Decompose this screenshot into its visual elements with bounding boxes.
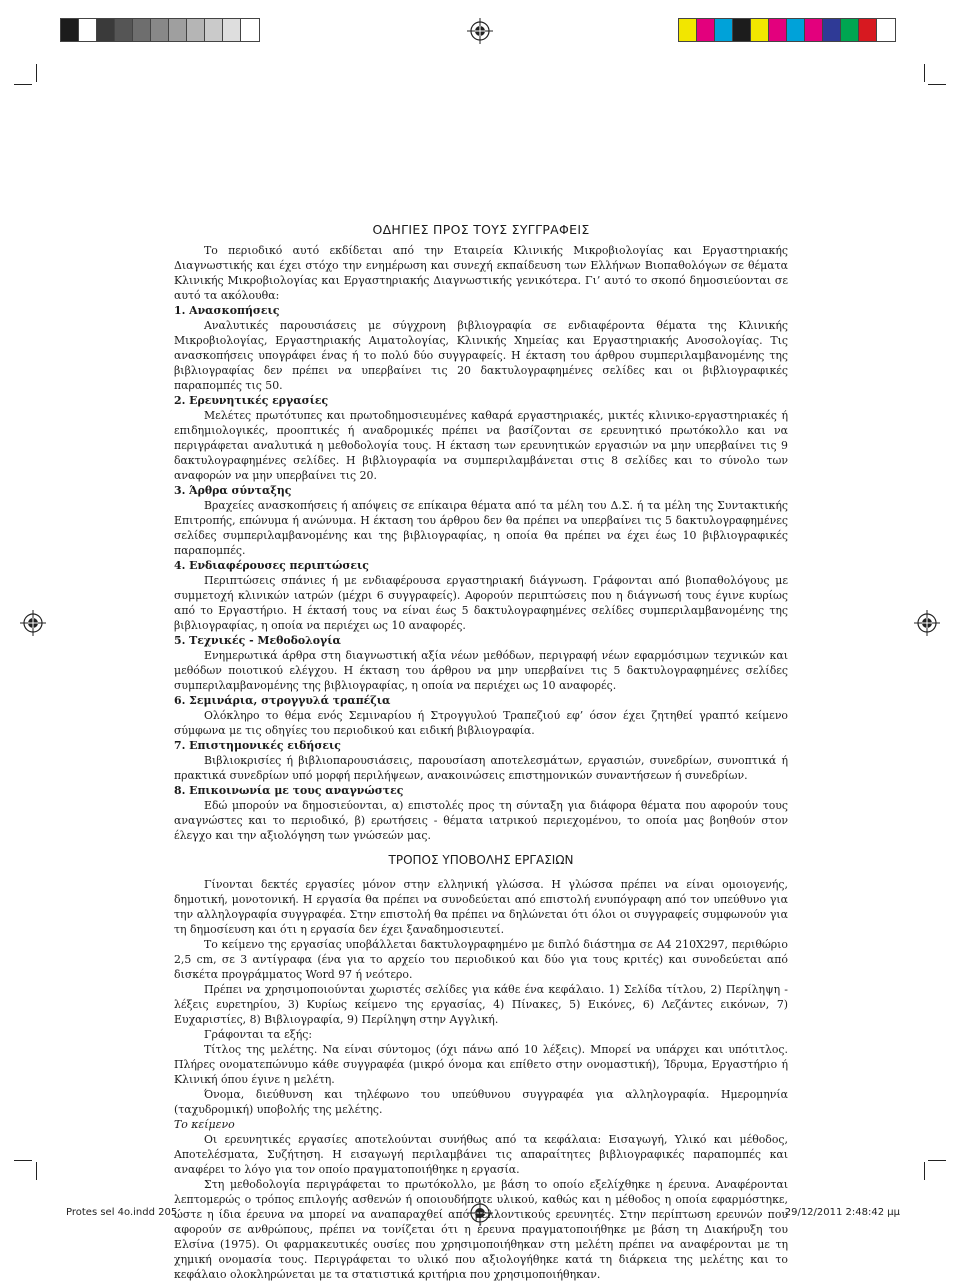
crop-mark bbox=[924, 64, 925, 82]
color-swatch bbox=[61, 19, 79, 41]
section-text: Μελέτες πρωτότυπες και πρωτοδημοσιευμένες καθαρά εργαστηριακές, μικτές κλινικο-εργαστηριακές ή επιδημιολογικές, προοπτικές ή αναδρομικές πρέπει να βασίζονται σε ερευνητικό πρωτόκολλο και να περιγράφεται αναλυτικά η μεθοδολογία τους. Η έκταση των ερευνητικών εργασιών να μην υπερβαίνει τις 9 δακτυλογραφημένες σελίδες. Η βιβλιογραφία να συμπεριλαμβάνεται στις 8 σελίδες και το σύνολο των αναφορών να μην υπερβαίνει τις 20. bbox=[174, 409, 788, 482]
section bbox=[174, 783, 788, 843]
color-swatch bbox=[877, 19, 895, 41]
color-swatch bbox=[115, 19, 133, 41]
body-paragraph: Οι ερευνητικές εργασίες αποτελούνται συνήθως από τα κεφάλαια: Εισαγωγή, Υλικό και μέθοδος, Αποτελέσματα, Συζήτηση. Η εισαγωγή περιλαμβάνει τις απαραίτητες βιβλιογραφικές παραπομπές και αναφέρει το λόγο για τον οποίο πραγματοποιήθηκε η εργασία. bbox=[174, 1133, 788, 1176]
color-swatch bbox=[133, 19, 151, 41]
document-body bbox=[174, 222, 788, 1282]
section-text: Ενημερωτικά άρθρα στη διαγνωστική αξία νέων μεθόδων, περιγραφή νέων εφαρμόσιμων τεχνικών και μεθόδων ποιοτικού ελέγχου. Η έκταση του άρθρου να μην υπερβαίνει τις 5 δακτυλογραφημένες σελίδες συμπεριλαμβανομένης της βιβλιογραφίας, η οποία να περιέχει ως 10 αναφορές. bbox=[174, 649, 788, 692]
crop-mark bbox=[36, 1162, 37, 1180]
color-swatch bbox=[679, 19, 697, 41]
submission-paragraph: Πρέπει να χρησιμοποιούνται χωριστές σελίδες για κάθε ένα κεφάλαιο. 1) Σελίδα τίτλου, 2) Περίληψη - λέξεις ευρετηρίου, 3) Κυρίως κείμενο της εργασίας, 4) Πίνακες, 5) Εικόνες, 6) Λεζάντες εικόνων, 7) Ευχαριστίες, 8) Βιβλιογραφία, 9) Περίληψη στην Αγγλική. bbox=[174, 983, 788, 1026]
color-swatch bbox=[187, 19, 205, 41]
color-swatch bbox=[751, 19, 769, 41]
color-swatch bbox=[697, 19, 715, 41]
section-heading: 5. Τεχνικές - Μεθοδολογία bbox=[174, 634, 341, 647]
registration-mark-icon bbox=[914, 610, 940, 636]
color-swatch bbox=[79, 19, 97, 41]
registration-mark-icon bbox=[20, 610, 46, 636]
submission-paragraph: Τίτλος της μελέτης. Να είναι σύντομος (όχι πάνω από 10 λέξεις). Μπορεί να υπάρχει και υπότιτλος. Πλήρες ονοματεπώνυμο κάθε συγγραφέα (μικρό όνομα και επίθετο στην ονομαστική), Ίδρυμα, Εργαστήριο ή Κλινική όπου έγινε η μελέτη. bbox=[174, 1043, 788, 1086]
footer-file-info: Protes sel 4o.indd 205 bbox=[66, 1207, 178, 1218]
body-paragraph: Στη μεθοδολογία περιγράφεται το πρωτόκολλο, με βάση το οποίο εξελίχθηκε η έρευνα. Αναφέρονται λεπτομερώς ο τρόπος επιλογής ασθενών ή οποιουδήποτε υλικού, καθώς και η μέθοδος η οποία εφαρμόστηκε, ώστε η ίδια έρευνα να μπορεί να αναπαραχθεί από μελλοντικούς ερευνητές. Στην περίπτωση ερευνών που αφορούν σε ανθρώπους, πρέπει να τονίζεται ότι η έρευνα πραγματοποιήθηκε με βάση τη Διακήρυξη του Ελσίνα (1975). Οι φαρμακευτικές ουσίες που χρησιμοποιήθηκαν στη μελέτη πρέπει να αναφέρονται με τη χημική ονομασία τους. Περιγράφεται το υλικό που αξιολογήθηκε κατά τη διάρκεια της μελέτης και το κεφάλαιο ολοκληρώνεται με τα στατιστικά κριτήρια που χρησιμοποιήθηκαν. bbox=[174, 1178, 788, 1281]
submission-paragraph: Γίνονται δεκτές εργασίες μόνον στην ελληνική γλώσσα. Η γλώσσα πρέπει να είναι ομοιογενής, δημοτική, μονοτονική. Η εργασία θα πρέπει να συνοδεύεται από επιστολή ενυπόγραφη από τον υπεύθυνο για την αλληλογραφία συγγραφέα. Στην επιστολή θα πρέπει να δηλώνεται ότι όλοι οι συγγραφείς συμφωνούν για τη δημοσίευση και ότι η εργασία δεν έχει ξαναδημοσιευτεί. bbox=[174, 878, 788, 936]
section bbox=[174, 393, 788, 483]
section bbox=[174, 738, 788, 783]
crop-mark bbox=[924, 1162, 925, 1180]
color-swatch bbox=[841, 19, 859, 41]
submission-paragraph: Γράφονται τα εξής: bbox=[204, 1028, 313, 1041]
color-swatch bbox=[805, 19, 823, 41]
crop-mark bbox=[928, 84, 946, 85]
color-swatch bbox=[769, 19, 787, 41]
intro-paragraph: Το περιοδικό αυτό εκδίδεται από την Εταιρεία Κλινικής Μικροβιολογίας και Εργαστηριακής Διαγνωστικής και έχει στόχο την ενημέρωση και συνεχή εκπαίδευση των Ελλήνων Βιοπαθολόγων σε θέματα Κλινικής Μικροβιολογίας και Εργαστηριακής Διαγνωστικής γενικότερα. Γι’ αυτό το σκοπό δημοσιεύονται σε αυτό τα ακόλουθα: bbox=[174, 244, 788, 302]
section-heading: 6. Σεμινάρια, στρογγυλά τραπέζια bbox=[174, 694, 391, 707]
submission-paragraph: Το κείμενο της εργασίας υποβάλλεται δακτυλογραφημένο με διπλό διάστημα σε Α4 210Χ297, περιθώριο 2,5 cm, σε 3 αντίγραφα (ένα για το αρχείο του περιοδικού και δύο για τους κριτές) και συνοδεύεται από δισκέτα προγράμματος Word 97 ή νεότερο. bbox=[174, 938, 788, 981]
color-swatch bbox=[241, 19, 259, 41]
section-heading: 8. Επικοινωνία με τους αναγνώστες bbox=[174, 784, 404, 797]
section-text: Βιβλιοκρισίες ή βιβλιοπαρουσιάσεις, παρουσίαση αποτελεσμάτων, εργασιών, συνεδρίων, συνοπτικά ή πρακτικά συνεδρίων υπό μορφή περιλήψεων, ανακοινώσεις επιστημονικών συναντήσεων ή συνεδρίων. bbox=[174, 754, 788, 782]
section-text: Εδώ μπορούν να δημοσιεύονται, α) επιστολές προς τη σύνταξη για διάφορα θέματα που αφορούν τους αναγνώστες και το περιοδικό, β) ερωτήσεις - θέματα ιατρικού περιεχομένου, το οποία μας βοηθούν στον έλεγχο και την αξιολόγηση των γνώσεών μας. bbox=[174, 799, 788, 842]
section-heading: 4. Ενδιαφέρουσες περιπτώσεις bbox=[174, 559, 369, 572]
color-swatch bbox=[169, 19, 187, 41]
section-text: Βραχείες ανασκοπήσεις ή απόψεις σε επίκαιρα θέματα από τα μέλη του Δ.Σ. ή τα μέλη της Συντακτικής Επιτροπής, επώνυμα ή ανώνυμα. Η έκταση του άρθρου δεν θα πρέπει να υπερβαίνει τις 5 δακτυλογραφημένες σελίδες συμπεριλαμβανομένης και της βιβλιογραφίας, η οποία θα πρέπει να έχει έως 10 βιβλιογραφικές παραπομπές. bbox=[174, 499, 788, 557]
section bbox=[174, 483, 788, 558]
section-heading: 3. Άρθρα σύνταξης bbox=[174, 484, 292, 497]
section bbox=[174, 633, 788, 693]
section-heading: 2. Ερευνητικές εργασίες bbox=[174, 394, 329, 407]
color-calibration-bar bbox=[678, 18, 896, 42]
crop-mark bbox=[928, 1160, 946, 1161]
color-swatch bbox=[715, 19, 733, 41]
crop-mark bbox=[14, 1160, 32, 1161]
color-swatch bbox=[151, 19, 169, 41]
color-swatch bbox=[223, 19, 241, 41]
section bbox=[174, 558, 788, 633]
section-text: Αναλυτικές παρουσιάσεις με σύγχρονη βιβλιογραφία σε ενδιαφέροντα θέματα της Κλινικής Μικροβιολογίας, Εργαστηριακής Αιματολογίας, Κλινικής Χημείας και Εργαστηριακής Ανοσολογίας. Τις ανασκοπήσεις υπογράφει ένας ή το πολύ δύο συγγραφείς. Η έκταση του άρθρου συμπεριλαμβανομένης της βιβλιογραφίας δεν πρέπει να υπερβαίνει τις 20 δακτυλογραφημένες σελίδες και οι βιβλιογραφικές παραπομπές τις 50. bbox=[174, 319, 788, 392]
color-swatch bbox=[733, 19, 751, 41]
color-swatch bbox=[859, 19, 877, 41]
section-text: Ολόκληρο το θέμα ενός Σεμιναρίου ή Στρογγυλού Τραπεζιού εφ’ όσον έχει ζητηθεί γραπτό κείμενο σύμφωνα με τις οδηγίες του περιοδικού και ειδική βιβλιογραφία. bbox=[174, 709, 788, 737]
grayscale-calibration-bar bbox=[60, 18, 260, 42]
color-swatch bbox=[97, 19, 115, 41]
section-heading: 1. Ανασκοπήσεις bbox=[174, 304, 280, 317]
section-text: Περιπτώσεις σπάνιες ή με ενδιαφέρουσα εργαστηριακή διάγνωση. Γράφονται από βιοπαθολόγους με συμμετοχή κλινικών ιατρών (μέχρι 6 συγγραφείς). Αφορούν περιπτώσεις που η διάγνωσή τους έγινε κυρίως από το Εργαστήριο. Η έκτασή τους να είναι έως 5 δακτυλογραφημένες σελίδες συμπεριλαμβανομένης της βιβλιογραφίας, η οποία να περιέχει ως 10 αναφορές. bbox=[174, 574, 788, 632]
text-label: Το κείμενο bbox=[174, 1118, 235, 1131]
footer-timestamp: 29/12/2011 2:48:42 μμ bbox=[784, 1207, 900, 1218]
section bbox=[174, 693, 788, 738]
section-heading: 7. Επιστημονικές ειδήσεις bbox=[174, 739, 341, 752]
submission-paragraph: Όνομα, διεύθυνση και τηλέφωνο του υπεύθυνου συγγραφέα για αλληλογραφία. Ημερομηνία (ταχυδρομική) υποβολής της μελέτης. bbox=[174, 1088, 788, 1116]
registration-mark-icon bbox=[467, 18, 493, 44]
color-swatch bbox=[787, 19, 805, 41]
color-swatch bbox=[823, 19, 841, 41]
crop-mark bbox=[36, 64, 37, 82]
crop-mark bbox=[14, 84, 32, 85]
document-title: ΟΔΗΓΙΕΣ ΠΡΟΣ ΤΟΥΣ ΣΥΓΓΡΑΦΕΙΣ bbox=[372, 222, 590, 237]
section bbox=[174, 303, 788, 393]
color-swatch bbox=[205, 19, 223, 41]
section-subtitle: ΤΡΟΠΟΣ ΥΠΟΒΟΛΗΣ ΕΡΓΑΣΙΩΝ bbox=[388, 853, 574, 867]
